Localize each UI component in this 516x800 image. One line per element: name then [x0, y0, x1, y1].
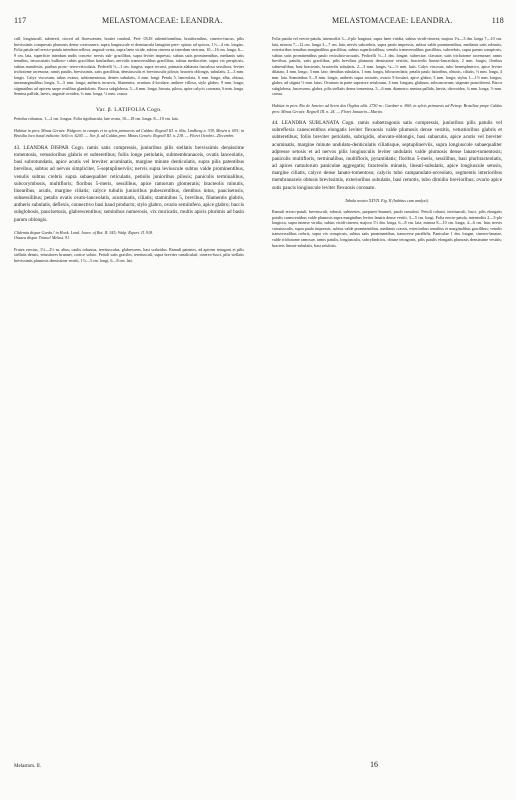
species-43-description: Frutex erectus, 1½—2½ m. altus; caulis robustus, teretiusculus, glabrescens, basi scabridus. Ramuli patentes, ad apicem tetragoni et pilis stellatis densis, vetustiores brunnei, cortice soluto. Petioli satis graciles, teretiusculi, supra breviter canaliculati, cinereo‑fusci, pilis stellatis brevissimis plumosis densissime vestiti, 1½—3 cm. longi, 6—8 cm. lati. [14, 246, 244, 263]
synonym-ossaea: Ossaea dispar Triana! Melast. 91. [14, 235, 71, 241]
sheet-number: 16 [370, 760, 378, 769]
signature-mark: Melastom. II. [14, 764, 42, 769]
variety-description: Petiolus robustus, 1—2 cm. longus. Folia rigidiuscula, late ovata, 10—18 cm. longa, 8—10 cm. lata. [14, 116, 179, 122]
running-head [14, 16, 504, 28]
species-44-description: Ramuli erecto‑patuli, breviusculi, robusti, subteretes, purpureo‑brunnei, paulo ramulosi. Petioli robusti, teretiusculi, fusci, pilis elongatis patulis canescentibus valde plumosis supra marginibus leviter lanatis dense vestiti, 3—5 cm. longi. Folia erecto‑patula, internodiis 2—3‑plo longiora, supra intense viridia, subtus viridi‑cinerea, majora 1½ dm. longa, 6—8 cm. lata, minora 8—10 cm. longa, 4—6 cm. lata; nervis crassiusculis, supra paulo impressis, subtus valde prominentibus, medianis crassis, exterioribus tenuibus et marginalibus gracilibus; venulis transversalibus crebris, supra vix conspicuis, subtus satis prominentibus, transverse parallelis. Paniculae 1 dm. longae, cinereo‑lanatae, valde trichotome ramosae, ramis patulis, longiusculis, subcylindricis, obtuse tetragonis, pilis patulis elongatis plumosis densissime vestitis; bracteis lineari‑subulatis, basi setulosis. [272, 209, 502, 248]
species-43-description-continued: Folia patula vel erecto‑patula, internodiis 3—4‑plo longiora, supra laete viridia, subtus viridi‑cinerea, majora 1¼—3 dm. longa 7—10 cm. lata, minora 7—12 cm. longa 3—7 cm. lata; nervis subcrebris, supra paulo impressis, subtus valde prominentibus, medianis satis robustis, exterioribus tenuibus marginalibus gracilibus, subtus superficialibus; venulis transversalibus gracilibus, subcrebris, supra parum conspicuis, subtus satis prominentibus paulo reticulato‑arcuatis. Pedicelli ½—1 dm. longae, subrectae, clavatae, satis trichotome racemosae; ramis brevibus, patulis, satis gracilibus, pilis brevibus plumosis densissime vestitis; bracteolis lineari‑lanceolatis, 2 mm. longis; floribus subsessilibus, basi bracteatis, bracteolis subulatis, 2—3 mm. longis, ¼—½ mm. latis. Calyx viscosus, tubo hemisphaerico, apice leviter dilatato, 4 mm. longo, 3 mm. lato; dentibus subulatis, 1 mm. longis, bibracteolatis; petalis paulo latioribus, obtusis, ciliatis, ½ mm. longa, 4 mm. lata. Staminibus 5—9 mm. longis, antheris supra rostratis, ovario 5‑loculari, apice glabro, 3 mm. longo; stylus 1—1½ mm. longus, glaber, ad stigma ½ mm. latus. Ovarium in parte superiore setulosum, 4 mm. longum, glabrum, subconcavum; stigmate punctiformi. Bacca subglobosa, fuscescens, glabra, pilis stellatis dense tomentosa, 5—6 mm. diametro; semina pallida, laevia, obovoidea, ¾ mm. longa, ½ mm. crassa. [272, 36, 502, 97]
habitat-note-43: Habitat in prov. Rio de Janeiro ad Serra dos Órgãos altit. 2750 m.: Gardner n. 860; in sylvis primaevis ad Petrop. Brasiliae prope Caldas prov. Minas Geraës: Regnell III. n. 24. — Floret Januario—Martio. [272, 103, 502, 114]
left-running-title: MELASTOMACEAE: LEANDRA. [102, 16, 223, 25]
variety-heading: Var. β. LATIFOLIA Cogn. [96, 107, 162, 114]
species-43-diagnosis: 43. LEANDRA DISPAR Cogn. ramis satis compressis, junioribus pilis stellatis brevissimis densissime tomentosis, vetustioribus glabris et subteretibus; foliis longe petiolatis, submembranaceis, ovatis lanceolatis, basi subrotundatis, apice acutis vel breviter acuminatis, margine minute denticulatis, supra pilis patentibus brevibus, subtus ad nervos simpliciter, 5-septuplinerviis; nervis supra leviuscule subtus valde prominentibus, venulis subtus crebris supra subaequaliter reticulatis, petiolis junioribus pilosis; paniculis terminalibus, subcorymbosis, multifloris; floribus 5-meris, sessilibus, apice ramorum glomeratis; bracteolis minutis, linearibus, acutis, margine ciliatis; calyce tubulis junioribus pubescentibus, dentibus intus, paucisetosis, subsessilibus; petalis ovatis ovato‑lanceolatis, acuminatis, ciliatis; staminibus 5, brevibus, filamentis glabris, antheris subulatis, deflexis, connectivo basi haud producto; stylo glabro, ovario semiinfero, apice glabro; baccis subglobosis, paucisetosis, glabrescentibus; seminibus numerosis, vix muricatis, multis apicis plurimis ad basin parum oblongis. [14, 145, 244, 223]
species-44-diagnosis: 44. LEANDRA SUBLANATA Cogn. ramis subtetragonis satis compressis, junioribus pilis patulis vel subreflexis canescentibus elongatis leviter flexuosis valde plumosis dense vestitis, vetustioribus glabris et subteretibus; foliis breviter petiolatis, subrigidis, obovato‑oblongis, basi subacutis, apice acutis vel breviter acuminatis, margine minute undulato‑denticulatis ciliatisque, septuplinerviis, supra longiuscule subaequaliter adpresse setosis et ad nervos pilis longiusculis leviter undulatis valde plumosis dense lanato‑tomentosis; paniculis multifloris, terminalibus, multifloris, pyramidatis; floribus 5‑meris, sessilibus, basi plurbracteolatis, ad apices ramulorum paniculae aggregatis; bracteolis minutis, lineari‑subulatis, apice longiuscule setosis, margine ciliatis, calyce dense lanato‑tomentoso; calycis tubo campanulato‑urceolato, segmentis interioribus membranaceis obtusis brevissimis, exterioribus subulatis, basi remotis, tubo dimidio brevioribus; ovario apice sutis paucis longiuscule leviter flexuosis coronato. [272, 120, 502, 191]
right-running-title: MELASTOMACEAE: LEANDRA. [332, 16, 453, 25]
habitat-note: Habitat in prov. Minas Geraës: Widgren; in campis et in sylvis primaevis ad Caldas: Regnell III. n. 60a, Lindberg n. 339, Mosén n. 693; in Brasilia loco haud indicato: Sello n. 6205. — Var. β. ad Caldas prov. Minas Geraës: Regnell III. n. 218. — Floret Octobri—Decembri. [14, 127, 244, 139]
synonym-clidemia: Clidemia dispar Gardn.! in Hook. Lond. Journ. of Bot. II. 345; Walp. Repert. II. 918. [14, 229, 154, 235]
plate-reference: Tabula nostra XXVII. Fig. II (habitus cum analysi). [345, 197, 429, 203]
left-column [14, 36, 244, 263]
right-column [272, 36, 502, 248]
right-page-number: 118 [491, 16, 504, 25]
left-page-number: 117 [14, 16, 27, 25]
species-description-continued: cull, longiuscull, subteretí, ciocerí ad floresoentes, brattei caraloul. Pett‑ OLIS rubentiformibus, brattformibus, cinereo‑fuscus, pilis brevissimis compressis plumosis dense cortexusere, supra longiuscule et densiuscula lanuginis pere‑ spiouc ad spicros, 1⅓—4 cm. longiss. Folia patula nel erecto‑patula interdum reflexa, angustè ovata, supra laete viride, subtus cinerea ut interdum sericans, 10—16 cm. longa, 6—9 cm. lata, superficie interdum nudis conceto: nervis sub‑ gracilibus, supra leviter impresso, subtus satis prominentibus, medianis satis tenuibus, tetracostatis bulboso‑ rubiis gracilibus basilaribus; nervulis transversalibus gracilibus, subtus mediocriter, supra vix perspicuis, subtus manifestis, puribus prosc‑ tereo‑reticulatis. Pedicelli ½—1 cm. longiss, supra recurvi, primaria alabastra fusculosa sessiliora, leviter trichotome racemosa; ramis patulis, brevissimis, satis gracilibus, densiusculis et breviusculis pilosis; bracteis oblongis, subulatis, 2—3 mm. longis. Calyx viscosum; tubus ovatus, subtomentosus; dentes subulatis, 4 mm. longi. Petala 5, lanceolata, 6 mm. longa, alba, obtusa, intramarginalibus longis, 5—5 mm. longa; antheris incurvis, filamentis; ovarium 4‑loculare, anthere villosa, stylo glabro, 9 mm. longo; stigmatibus ad apicem saepe ovulibus glandulosis. Bacca subglobosa, 5—6 mm. longa, hirsuta, pilosa, apice calycis coronata, 6 mm. longa. Semina pallida, laevis, angusté ovoidea, ¾ mm. longa, ½ mm. crassa. [14, 36, 244, 97]
